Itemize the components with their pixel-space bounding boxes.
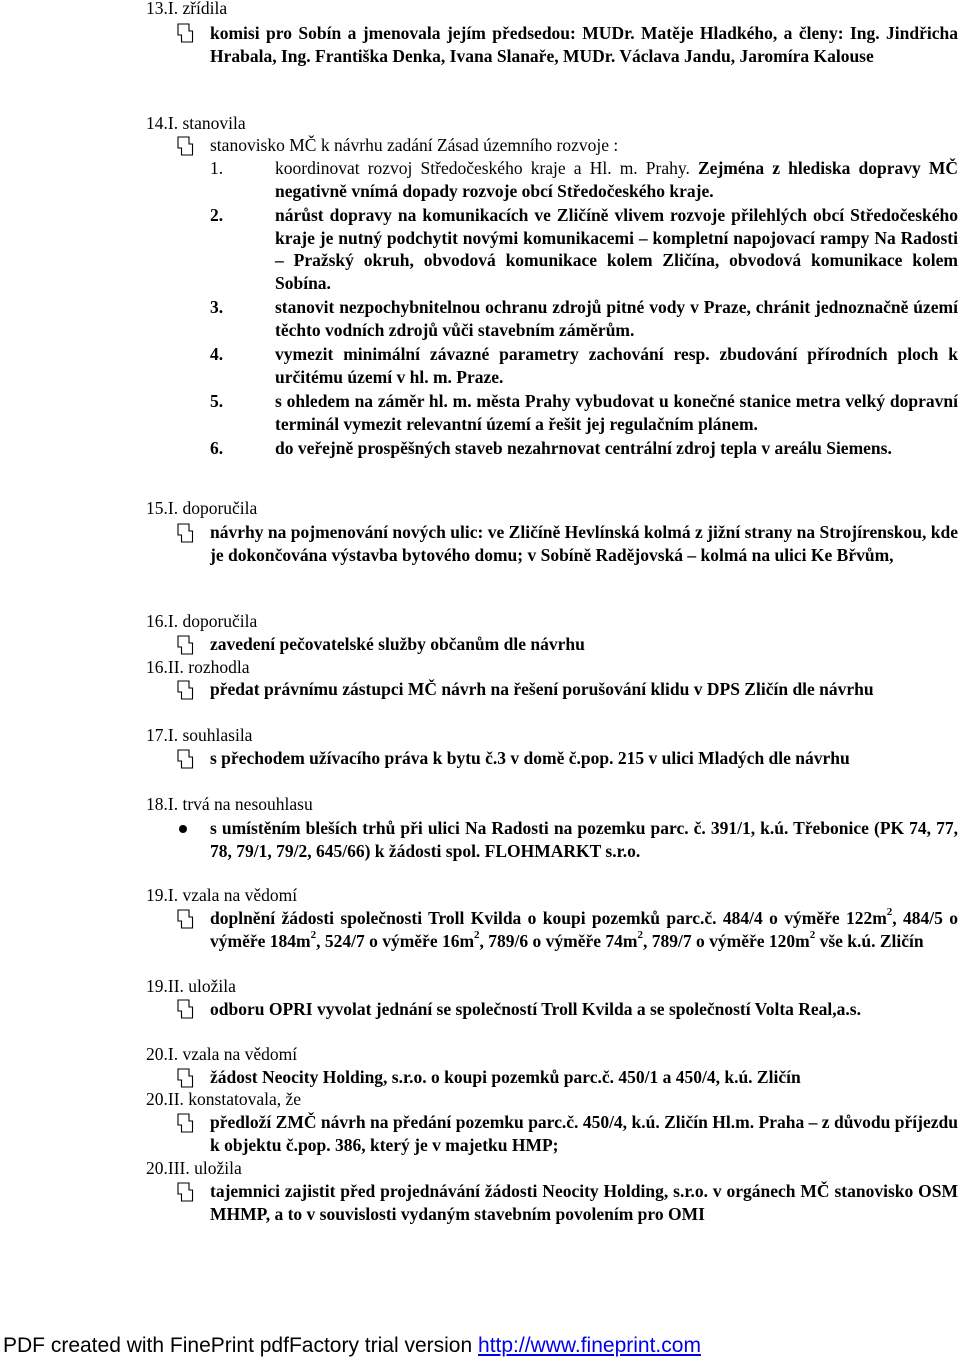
resolution-text-20-2: předloží ZMČ návrh na předání pozemku parc.č. 450/4, k.ú. Zličín Hl.m. Praha – z důvodu příjezdu k objektu č.pop. 386, který je v majetku HMP; (210, 1112, 958, 1155)
text-part: vše k.ú. Zličín (815, 930, 924, 951)
resolution-number: 19.II. (146, 976, 184, 996)
resolution-text-15-1: návrhy na pojmenování nových ulic: ve Zličíně Hevlínská kolmá z jižní strany na Strojírenskou, kde je dokončována výstavba bytového domu; v Sobíně Radějovská – kolmá na ulici Ke Břvům, (210, 522, 958, 565)
text-part: , 484/5 o výměře 184m (210, 908, 958, 951)
list-item-text: s ohledem na záměr hl. m. města Prahy vybudovat u konečné stanice metra velký dopravní terminál vymezit relevantní území a řešit jej regulačním plánem. (275, 391, 958, 434)
resolution-heading-16-2 (146, 656, 250, 679)
resolution-text-16-1: zavedení pečovatelské služby občanům dle návrhu (210, 634, 585, 654)
resolution-number: 15.I. (146, 498, 179, 518)
outlined-arrow-bullet-icon (175, 134, 195, 158)
resolution-heading-20-1 (146, 1043, 297, 1066)
list-item (210, 204, 958, 294)
resolution-number: 14.I. (146, 113, 179, 133)
resolution-heading-15-1 (146, 497, 257, 520)
resolution-text-13-1: komisi pro Sobín a jmenovala jejím předsedou: MUDr. Matěje Hladkého, a členy: Ing. Jindřicha Hrabala, Ing. Františka Denka, Ivana Slanaře, MUDr. Václava Jandu, Jaromíra Kalouse (210, 23, 958, 66)
outlined-arrow-bullet-icon (175, 521, 195, 545)
resolution-heading-20-3 (146, 1157, 242, 1180)
resolution-verb: vzala na vědomí (182, 1044, 298, 1064)
resolution-number: 20.II. (146, 1089, 184, 1109)
text-part: , 789/6 o výměře 74m (479, 930, 638, 951)
list-item-text: nárůst dopravy na komunikacích ve Zličíně vlivem rozvoje přilehlých obcí Středočeského kraje je nutný podchytit novými komunikacemi – kompletní napojovací rampy Na Radosti – Pražský okruh, obvodová komunikace kolem Zličína, obvodová komunikace kolem Sobína. (275, 205, 958, 293)
outlined-arrow-bullet-icon (175, 1066, 195, 1090)
resolution-verb: doporučila (182, 498, 258, 518)
list-item-number: 2. (210, 205, 224, 225)
text-part: , 524/7 o výměře 16m (316, 930, 475, 951)
list-item (210, 390, 958, 435)
resolution-verb: uložila (194, 1158, 242, 1178)
text-part: , 789/7 o výměře 120m (643, 930, 810, 951)
superscript: 2 (637, 928, 643, 941)
resolution-heading-16-1 (146, 610, 257, 633)
outlined-arrow-bullet-icon (175, 21, 195, 45)
numbered-list-14-1 (210, 157, 958, 460)
outlined-arrow-bullet-icon (175, 678, 195, 702)
resolution-heading-13-1 (146, 0, 227, 20)
resolution-text-20-1: žádost Neocity Holding, s.r.o. o koupi pozemků parc.č. 450/1 a 450/4, k.ú. Zličín (210, 1067, 801, 1087)
resolution-verb: trvá na nesouhlasu (182, 794, 313, 814)
outlined-arrow-bullet-icon (175, 1111, 195, 1135)
outlined-arrow-bullet-icon (175, 633, 195, 657)
resolution-heading-19-2 (146, 975, 236, 998)
outlined-arrow-bullet-icon (175, 907, 195, 931)
resolution-verb: zřídila (182, 0, 228, 18)
resolution-number: 18.I. (146, 794, 179, 814)
resolution-text-17-1: s přechodem užívacího práva k bytu č.3 v domě č.pop. 215 v ulici Mladých dle návrhu (210, 748, 850, 768)
resolution-heading-20-2 (146, 1088, 301, 1111)
list-item (210, 157, 958, 202)
resolution-text-18-1: s umístěním bleších trhů při ulici Na Radosti na pozemku parc. č. 391/1, k.ú. Třebonice (PK 74, 77, 78, 79/1, 79/2, 645/66) k žádosti spol. FLOHMARKT s.r.o. (210, 818, 958, 861)
superscript: 2 (886, 906, 893, 919)
pdf-trial-footer (3, 1333, 701, 1359)
outlined-arrow-bullet-icon (175, 747, 195, 771)
list-item (210, 437, 958, 460)
resolution-number: 20.III. (146, 1158, 190, 1178)
resolution-verb: souhlasila (182, 725, 253, 745)
resolution-verb: doporučila (182, 611, 258, 631)
resolution-verb: rozhodla (188, 657, 250, 677)
list-item (210, 343, 958, 388)
outlined-arrow-bullet-icon (175, 1180, 195, 1204)
resolution-verb: uložila (188, 976, 236, 996)
resolution-number: 16.II. (146, 657, 184, 677)
list-item-text: do veřejně prospěšných staveb nezahrnovat centrální zdroj tepla v areálu Siemens. (275, 438, 892, 458)
resolution-heading-18-1 (146, 793, 313, 816)
resolution-text-19-2: odboru OPRI vyvolat jednání se společností Troll Kvilda a se společností Volta Real,a.s. (210, 999, 861, 1019)
list-item (210, 296, 958, 341)
filled-dot-bullet-icon (179, 825, 187, 833)
resolution-text-19-1 (210, 907, 958, 952)
list-item-number: 3. (210, 297, 224, 317)
resolution-text-20-3: tajemnici zajistit před projednávání žádosti Neocity Holding, s.r.o. v orgánech MČ stanovisko OSM MHMP, a to v souvislosti vydaným stavebním povolením pro OMI (210, 1181, 958, 1224)
superscript: 2 (310, 928, 317, 941)
fineprint-link[interactable]: http://www.fineprint.com (478, 1334, 701, 1357)
resolution-verb: vzala na vědomí (182, 885, 298, 905)
resolution-number: 17.I. (146, 725, 179, 745)
list-item-number: 4. (210, 344, 224, 364)
text-part: doplnění žádosti společnosti Troll Kvilda o koupi pozemků parc.č. 484/4 o výměře 122m (210, 908, 887, 928)
resolution-verb: stanovila (182, 113, 246, 133)
resolution-number: 19.I. (146, 885, 179, 905)
superscript: 2 (809, 928, 816, 941)
superscript: 2 (474, 928, 480, 941)
resolution-intro-14-1: stanovisko MČ k návrhu zadání Zásad územního rozvoje : (210, 135, 619, 155)
resolution-number: 13.I. (146, 0, 179, 18)
resolution-heading-17-1 (146, 724, 252, 747)
list-item-text-part: koordinovat rozvoj Středočeského kraje a Hl. m. Prahy. (275, 158, 698, 178)
resolution-verb: konstatovala, že (188, 1089, 302, 1109)
list-item-text-part: Zejména z hlediska dopravy MČ negativně vnímá dopady rozvoje obcí Středočeského kraje. (275, 158, 958, 201)
list-item-number: 6. (210, 438, 224, 458)
list-item-number: 5. (210, 391, 224, 411)
resolution-number: 20.I. (146, 1044, 179, 1064)
resolution-heading-14-1 (146, 112, 246, 135)
resolution-number: 16.I. (146, 611, 179, 631)
footer-text: PDF created with FinePrint pdfFactory trial version (3, 1334, 479, 1357)
outlined-arrow-bullet-icon (175, 997, 195, 1021)
resolution-text-16-2: předat právnímu zástupci MČ návrh na řešení porušování klidu v DPS Zličín dle návrhu (210, 679, 874, 699)
list-item-text: vymezit minimální závazné parametry zachování resp. zbudování přírodních ploch k určitému území v hl. m. Praze. (275, 344, 958, 387)
list-item-text: stanovit nezpochybnitelnou ochranu zdrojů pitné vody v Praze, chránit jednoznačně území těchto vodních zdrojů vůči stavebním záměrům. (275, 297, 958, 340)
list-item-text (275, 157, 958, 202)
resolution-heading-19-1 (146, 884, 297, 907)
list-item-number: 1. (210, 158, 224, 178)
